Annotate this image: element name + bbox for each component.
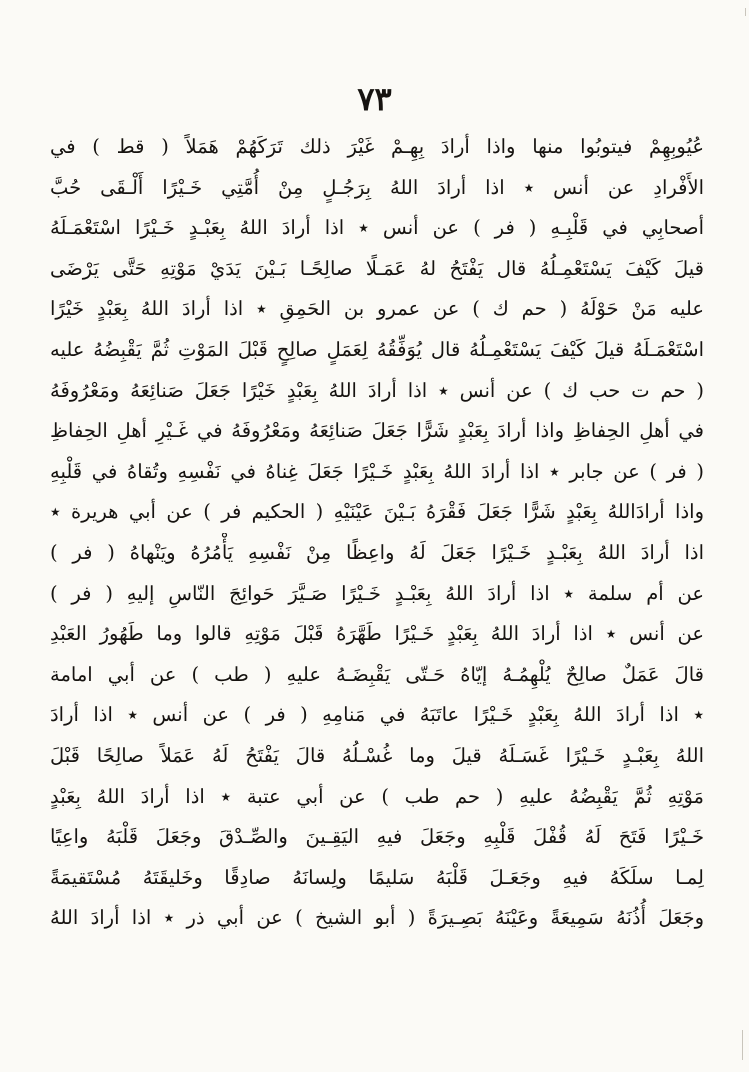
text-line: أصحابِي في قَلْبِـهِ ( فر ) عن أنس ٭ اذا أرادَ اللهُ بِعَبْـدٍ خَـيْرًا اسْتَعْمَـلَهُ [50,216,704,240]
text-line: وجَعَلَ أُذُنَهُ سَمِيعَةً وعَيْنَهُ بَصِـيرَةً ( أبو الشيخ ) عن أبي ذر ٭ اذا أرادَ اللهُ [50,906,704,930]
text-line: خَـيْرًا فَتَحَ لَهُ قُفْلَ قَلْبِهِ وجَعَلَ فيهِ اليَقِـينَ والصِّـدْقَ وجَعَلَ قَلْبَهُ واعِيًا [50,825,704,849]
text-line: ( حم ت حب ك ) عن أنس ٭ اذا أرادَ اللهُ بِعَبْدٍ خَيْرًا جَعَلَ صَنائِعَهُ ومَعْرُوفَهُ [50,378,704,402]
text-line: عن أنس ٭ اذا أرادَ اللهُ بِعَبْدٍ خَـيْرًا طَهَّرَهُ قَبْلَ مَوْتِهِ قالوا وما طَهُورُ العَبْدِ [50,622,704,646]
page-edge-mark [742,1030,743,1060]
text-line: في أهلِ الحِفاظِ واذا أرادَ بِعَبْدٍ شَرًّا جَعَلَ صَنائِعَهُ ومَعْرُوفَهُ في غَـيْرِ أهلِ الحِفاظِ [50,419,704,443]
text-line: قالَ عَمَلٌ صالِحٌ يُلْهِمُـهُ إيّاهُ حَـتّى يَقْبِضَـهُ عليهِ ( طب ) عن أبي امامة [50,662,704,686]
text-line: ٭ اذا أرادَ اللهُ بِعَبْدٍ خَـيْرًا عاتَبَهُ في مَنامِهِ ( فر ) عن أنس ٭ اذا أرادَ [50,703,704,727]
arabic-text-block [50,127,704,939]
text-line: عُيُوبِهِمْ فيتوبُوا منها واذا أرادَ بِهِـمْ غَيْرَ ذلك تَرَكَهُمْ هَمَلاً ( قط ) في [50,135,704,158]
text-line: واذا أرادَاللهُ بِعَبْدٍ شَرًّا جَعَلَ فَقْرَهُ بَـيْنَ عَيْنَيْهِ ( الحكيم فر ) عن أبي هريرة ٭ [50,500,704,524]
text-line: ( فر ) عن جابر ٭ اذا أرادَ اللهُ بِعَبْدٍ خَـيْرًا جَعَلَ غِناهُ في نَفْسِهِ وتُقاهُ في قَلْبِهِ [50,459,704,483]
text-line: الأَفْرادِ عن أنس ٭ اذا أرادَ اللهُ بِرَجُـلٍ مِنْ أُمَّتِي خَـيْرًا أَلْـقَى حُبَّ [50,175,704,199]
text-line: اذا أرادَ اللهُ بِعَبْـدٍ خَـيْرًا جَعَلَ لَهُ واعِظًا مِنْ نَفْسِهِ يَأْمُرُهُ ويَنْهاهُ ( فر ) [50,540,704,564]
text-line: اسْتَعْمَـلَهُ قيلَ كَيْفَ يَسْتَعْمِـلُهُ قال يُوَفِّقُهُ لِعَمَلٍ صالِحٍ قَبْلَ المَوْتِ ثُمَّ يَقْبِضُهُ عليه [50,337,704,361]
text-line: عليه مَنْ حَوْلَهُ ( حم ك ) عن عمرو بن الحَمِقِ ٭ اذا أرادَ اللهُ بِعَبْدٍ خَيْرًا [50,297,704,321]
page-number: ٧٣ [357,80,392,118]
text-line: عن أم سلمة ٭ اذا أرادَ اللهُ بِعَبْـدٍ خَـيْرًا صَـيَّرَ حَوائِجَ النّاسِ إليهِ ( فر ) [50,581,704,605]
text-line: اللهُ بِعَبْـدٍ خَـيْرًا غَسَـلَهُ قيلَ وما غُسْـلُهُ قالَ يَفْتَحُ لَهُ عَمَلاً صالِحًا قَبْلَ [50,743,704,767]
text-line: قيلَ كَيْفَ يَسْتَعْمِـلُهُ قال يَفْتَحُ لهُ عَمَـلًا صالِحًـا بَـيْنَ يَدَيْ مَوْتِهِ حَتَّى يَرْضَى [50,256,704,280]
text-line: مَوْتِهِ ثُمَّ يَقْبِضُهُ عليهِ ( حم طب ) عن أبي عتبة ٭ اذا أرادَ اللهُ بِعَبْدٍ [50,784,704,808]
page-edge-mark [745,8,746,16]
text-line: لِمـا سلَكَهُ فيهِ وجَعَـلَ قَلْبَهُ سَليمًا ولِسانَهُ صادِقًا وخَليقَتَهُ مُسْتَقيمَةً [50,865,704,889]
